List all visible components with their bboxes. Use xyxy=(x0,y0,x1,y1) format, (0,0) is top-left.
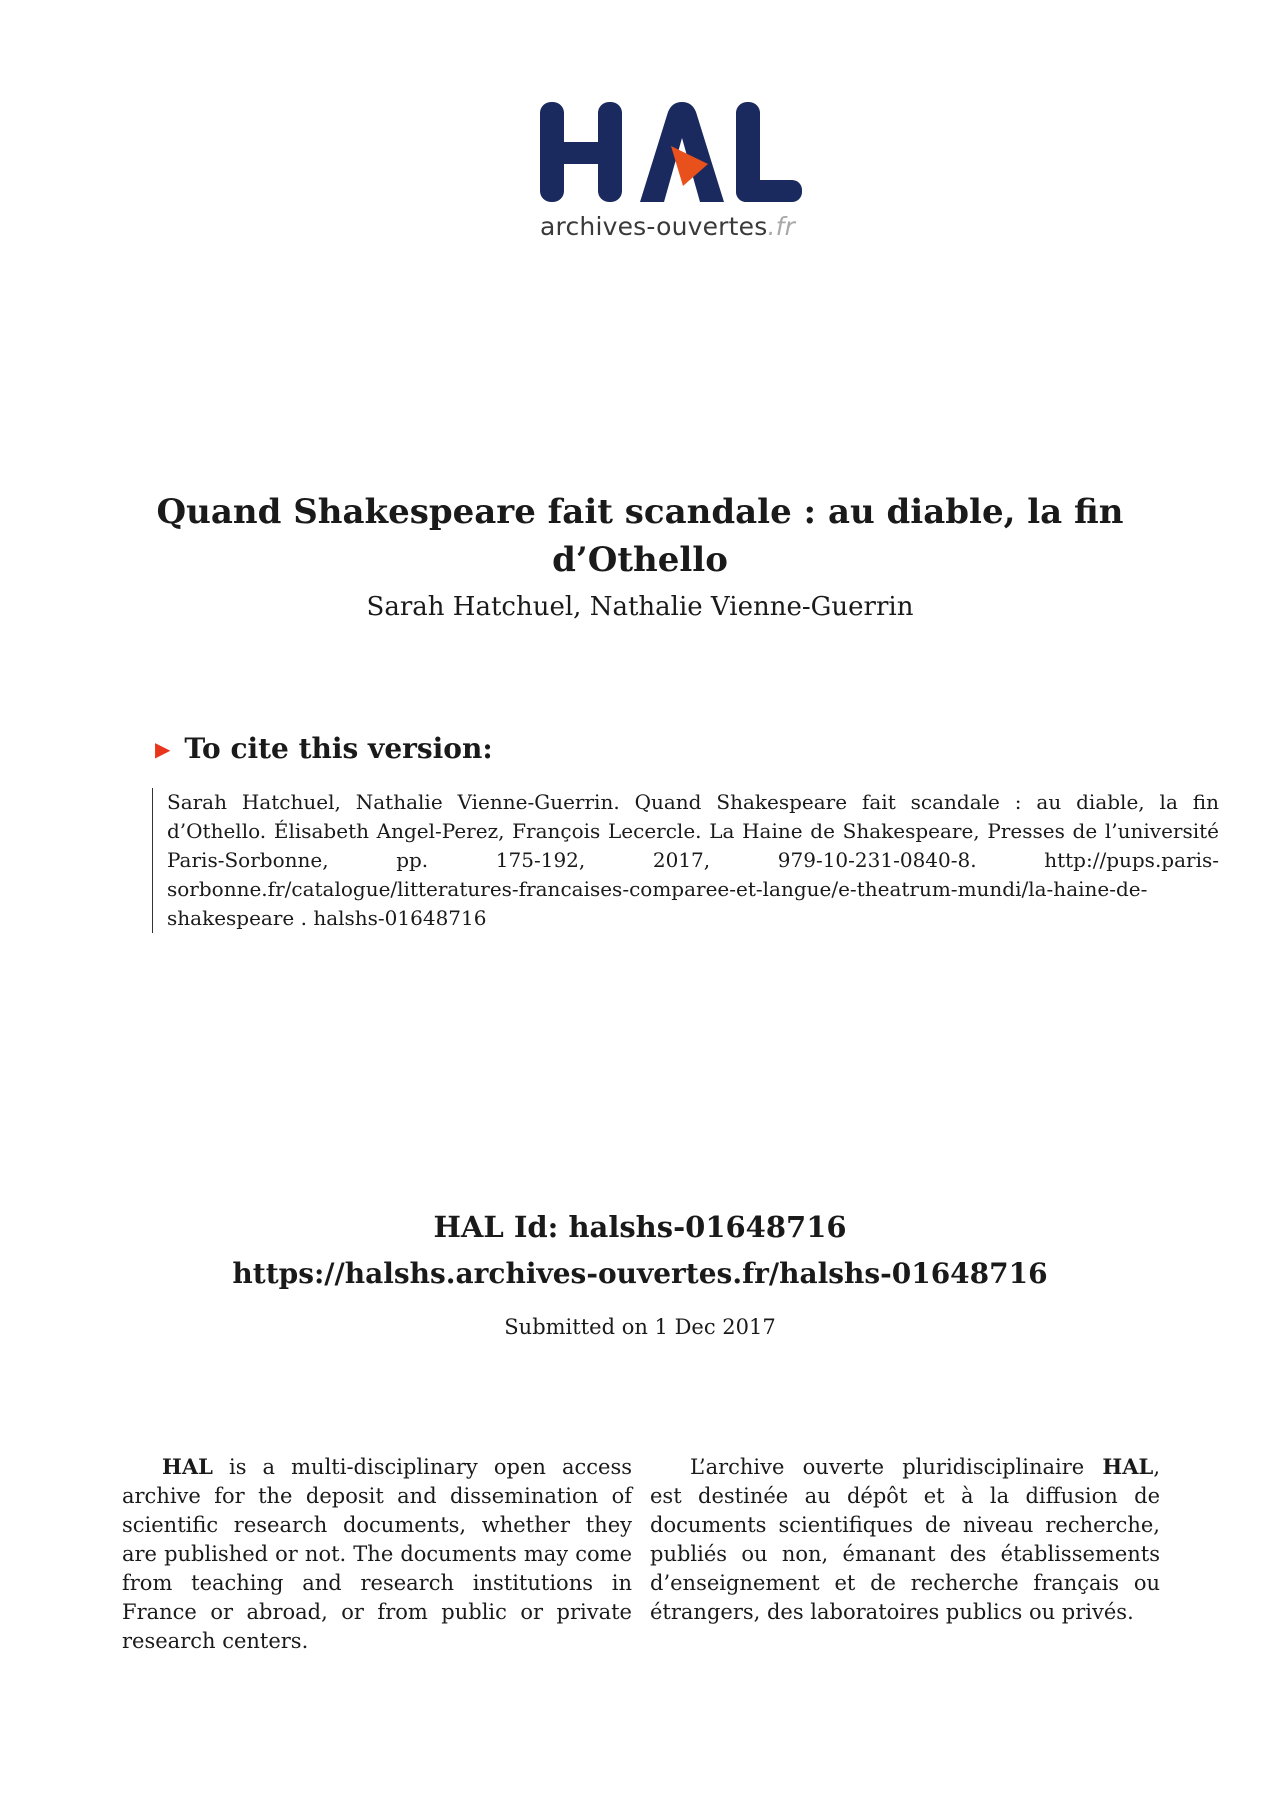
disclaimer-en-bold: HAL xyxy=(162,1454,213,1479)
disclaimer-en-text: is a multi-disciplinary open access archive for the deposit and dissemination of scientific research documents, whether they are published or not. The documents may come from teaching and research institutions in France or abroad, or from public or private research centers. xyxy=(122,1455,632,1653)
hal-id: HAL Id: halshs-01648716 xyxy=(433,1210,847,1244)
hal-logo-mark xyxy=(540,98,802,208)
disclaimer-fr-after: , est destinée au dépôt et à la diffusion de documents scientifiques de niveau recherche, publiés ou non, émanant des établissements d’enseignement et de recherche français ou étrangers, des laboratoires publics ou privés. xyxy=(650,1455,1160,1624)
disclaimer-fr-bold: HAL xyxy=(1102,1454,1154,1479)
cite-heading-label: To cite this version: xyxy=(184,732,493,765)
cite-heading xyxy=(155,732,493,765)
hal-logo xyxy=(540,98,802,248)
disclaimer-french xyxy=(650,1452,1160,1627)
logo-subtitle: archives-ouvertes.fr xyxy=(540,212,796,241)
citation-text: Sarah Hatchuel, Nathalie Vienne-Guerrin. Quand Shakespeare fait scandale : au diable, la fin d’Othello. Élisabeth Angel-Perez, François Lecercle. La Haine de Shakespeare, Presses de l’université Paris-Sorbonne, pp. 175-192, 2017, 979-10-231-0840-8. http://pups.paris-sorbonne.fr/catalogue/litteratures-francaises-comparee-et-langue/e-theatrum-mundi/la-haine-de-shakespeare . halshs-01648716 xyxy=(152,788,1219,933)
disclaimer-fr-before: L’archive ouverte pluridisciplinaire xyxy=(690,1455,1103,1479)
triangle-right-icon: ▶ xyxy=(155,736,171,761)
disclaimer-english xyxy=(122,1452,632,1656)
hal-url-link[interactable]: https://halshs.archives-ouvertes.fr/halshs-01648716 xyxy=(232,1257,1048,1290)
document-authors: Sarah Hatchuel, Nathalie Vienne-Guerrin xyxy=(366,592,914,622)
submission-date: Submitted on 1 Dec 2017 xyxy=(504,1315,776,1339)
document-title: Quand Shakespeare fait scandale : au diable, la fin d’Othello xyxy=(156,492,1124,580)
